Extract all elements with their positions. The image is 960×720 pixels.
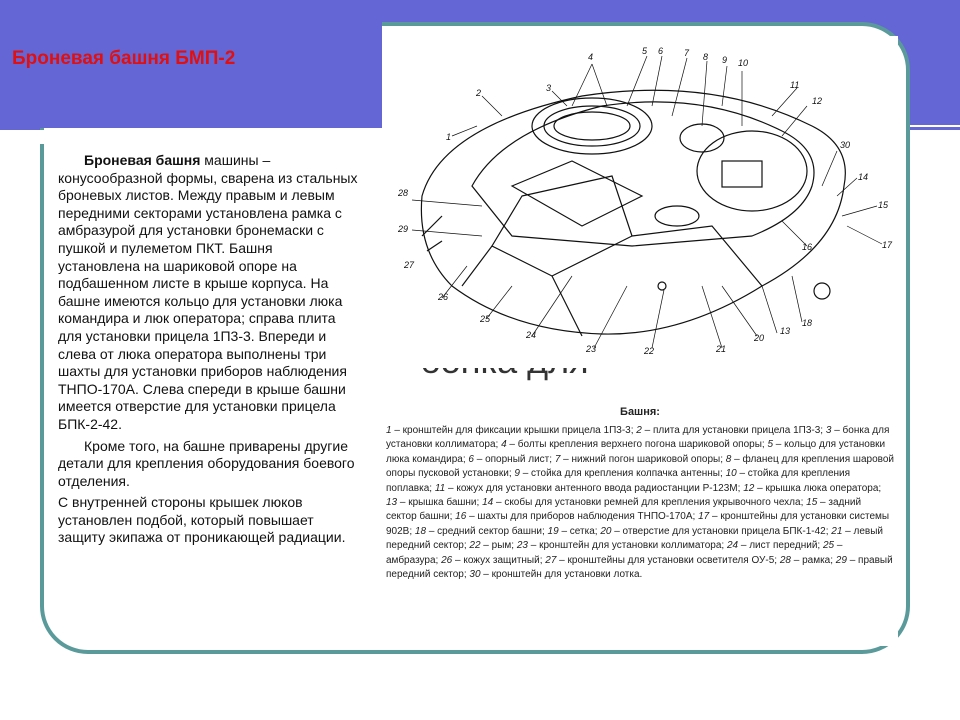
caption-item-number: 12 [743, 482, 755, 494]
caption-item [636, 425, 826, 436]
caption-item [780, 555, 836, 566]
label-16: 16 [802, 242, 813, 252]
caption-item [517, 540, 727, 551]
caption-item-text: – кронштейны для установки осветителя ОУ-5; [556, 554, 780, 566]
caption-item-number: 2 [636, 425, 642, 436]
label-14: 14 [858, 172, 869, 182]
caption-item-number: 7 [554, 453, 561, 465]
caption-item-number: 3 [825, 425, 832, 436]
label-20: 20 [754, 333, 765, 343]
caption-item-text: – отверстие для установки прицела БПК-1-42; [611, 525, 832, 537]
label-10: 10 [738, 58, 749, 68]
caption-item [455, 511, 698, 522]
caption-item [415, 526, 548, 537]
turret-drawing [382, 36, 898, 368]
caption-item-number: 5 [767, 439, 774, 451]
caption-item-text: – лист передний; [738, 540, 823, 552]
caption-item-number: 16 [455, 511, 467, 523]
caption-item-text: – кронштейны для установки системы 902В; [386, 511, 890, 537]
caption-item-number: 25 [822, 540, 835, 552]
caption-item-number: 26 [441, 554, 453, 566]
label-24: 24 [526, 330, 537, 340]
caption-text [386, 424, 894, 582]
caption-item-number: 24 [726, 540, 739, 552]
caption-item-number: 22 [469, 540, 481, 552]
caption-title: Башня: [620, 406, 660, 418]
label-11: 11 [790, 80, 800, 90]
caption-item [468, 454, 554, 465]
caption-item [545, 555, 780, 566]
label-15: 15 [878, 200, 889, 210]
caption-item-text: – нижний погон шариковой опоры; [560, 453, 726, 465]
caption-item-text: – скобы для установки ремней для крепления укрывочного чехла; [493, 497, 807, 509]
label-9: 9 [722, 55, 728, 65]
label-25: 25 [480, 314, 491, 324]
turret-illustration [382, 36, 898, 368]
caption-item-text: – средний сектор башни; [426, 525, 548, 537]
caption-item-text: – кожух для установки антенного ввода радиостанции Р-123М; [445, 482, 744, 494]
caption-item [501, 439, 767, 450]
caption-item [514, 468, 725, 479]
figure-labels [397, 46, 893, 356]
caption-item-number: 11 [434, 482, 446, 494]
caption-item-text: – кронштейн для фиксации крышки прицела 1П3-3; [391, 425, 637, 436]
caption-item-number: 27 [545, 554, 557, 566]
caption-item-number: 1 [386, 425, 392, 436]
caption-item [435, 483, 743, 494]
caption-item-text: – задний сектор башни; [386, 497, 862, 523]
caption-item-number: 29 [835, 554, 847, 566]
caption-item-number: 18 [414, 525, 427, 537]
caption-item-text: – крышка люка оператора; [754, 482, 882, 494]
caption-item-number: 14 [482, 497, 494, 509]
caption-item-number: 23 [516, 540, 528, 552]
caption-item-number: 10 [725, 468, 737, 480]
label-13: 13 [780, 326, 791, 336]
header-gap [0, 130, 382, 144]
label-8: 8 [703, 52, 709, 62]
caption-item-number: 6 [468, 453, 474, 465]
caption-item-number: 9 [514, 468, 520, 480]
caption-item-text: – шахты для приборов наблюдения ТНПО-170А; [466, 511, 699, 523]
caption-item-text: – фланец для крепления шаровой опоры пусковой установки; [386, 453, 894, 480]
paragraph-2: Кроме того, на башне приварены другие детали для крепления оборудования боевого отделения. [58, 437, 355, 489]
caption-item-number: 28 [779, 554, 791, 566]
caption-item-text: – кронштейн для установки коллиматора; [527, 540, 727, 552]
caption-item-text: – болты крепления верхнего погона шариковой опоры; [506, 439, 768, 451]
caption-item-text: – крышка башни; [397, 497, 483, 509]
label-27: 27 [404, 260, 415, 270]
label-21: 21 [716, 344, 727, 354]
paragraph-3: С внутренней стороны крышек люков установлен подбой, который повышает защиту экипажа от проникающей радиации. [58, 494, 346, 546]
caption-item [727, 540, 823, 551]
caption-item-number: 15 [806, 497, 818, 509]
label-5: 5 [642, 46, 648, 56]
label-3: 3 [546, 83, 552, 93]
caption-item-text: – бонка для установки коллиматора; [386, 425, 890, 451]
paragraph-1-text: машины – конусообразной формы, сварена из стальных броневых листов. Между правым и левым передними секторами установлена рамка с амбразурой для установки бронемаски с пушкой и пулеметом ПКТ. Башня установлена на шариковой опоре на подбашенном листе в крыше корпуса. На башне имеются кольцо для установки люка командира и люк оператора; справа плита для установки прицела 1П3-3. Впереди и слева от люка оператора выполнены три шахты для установки приборов наблюдения ТНПО-170А. Слева спереди в крыше башни имеется отверстие для установки прицела БПК-2-42. [58, 152, 358, 432]
caption-item [482, 497, 806, 508]
caption-item-text: – правый передний сектор; [386, 554, 893, 581]
paragraph-1 [58, 152, 358, 434]
term-bold: Броневая башня [84, 152, 201, 168]
caption-item-text: – сетка; [558, 525, 601, 537]
label-1: 1 [446, 132, 452, 142]
label-30: 30 [840, 140, 851, 150]
caption-item-number: 8 [725, 453, 732, 465]
caption-item [743, 483, 881, 494]
caption-item-text: – рым; [480, 540, 517, 552]
label-17: 17 [882, 240, 893, 250]
caption-item-text: – левый передний сектор; [386, 525, 884, 552]
label-28: 28 [398, 188, 409, 198]
label-7: 7 [684, 48, 690, 58]
caption-item-text: – стойка для крепления поплавка; [386, 468, 851, 494]
caption-item [386, 497, 482, 508]
label-23: 23 [586, 344, 597, 354]
caption-item-number: 21 [831, 525, 843, 537]
label-26: 26 [438, 292, 449, 302]
caption-item-number: 20 [600, 525, 612, 537]
caption-item-number: 19 [547, 525, 559, 537]
caption-item-number: 13 [386, 497, 398, 509]
caption-item-number: 17 [698, 511, 710, 523]
caption-item [469, 569, 642, 580]
caption-item [441, 555, 545, 566]
label-22: 22 [644, 346, 655, 356]
caption-item-text: – кронштейн для установки лотка. [480, 569, 643, 581]
body-text [58, 152, 358, 547]
caption-item [600, 526, 831, 537]
caption-item-text: – кольцо для установки люка командира; [386, 439, 886, 465]
caption-item-text: – амбразура; [386, 540, 843, 566]
label-18: 18 [802, 318, 813, 328]
label-12: 12 [812, 96, 823, 106]
caption-item [555, 454, 726, 465]
figure-caption [382, 400, 898, 646]
label-6: 6 [658, 46, 664, 56]
slide-title: Броневая башня БМП-2 [12, 48, 236, 69]
caption-item-text: – опорный лист; [473, 453, 555, 465]
caption-item [386, 425, 636, 436]
label-4: 4 [588, 52, 594, 62]
caption-item-text: – кожух защитный; [452, 554, 546, 566]
caption-item-number: 30 [469, 569, 481, 581]
label-2: 2 [476, 88, 482, 98]
caption-item [548, 526, 601, 537]
caption-item-number: 4 [501, 439, 507, 451]
caption-item-text: – плита для установки прицела 1П3-3; [641, 425, 826, 436]
caption-item-text: – рамка; [790, 554, 836, 566]
caption-item-text: – стойка для крепления колпачка антенны; [519, 468, 726, 480]
caption-item [469, 540, 516, 551]
label-29: 29 [398, 224, 409, 234]
